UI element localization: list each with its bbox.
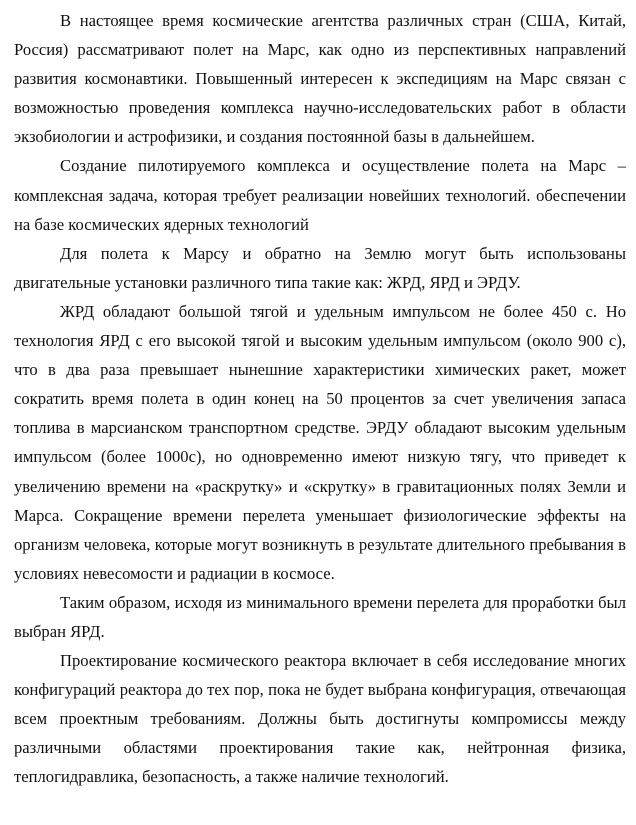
- paragraph-manned-complex: Создание пилотируемого комплекса и осуществление полета на Марс – комплексная задача, которая требует реализации новейших технологий. обеспечении на базе космических ядерных технологий: [14, 156, 626, 234]
- paragraph-engine-comparison: ЖРД обладают большой тягой и удельным импульсом не более 450 с. Но технология ЯРД с его высокой тягой и высоким удельным импульсом (около 900 с), что в два раза превышает нынешние характеристики химических ракет, может сократить время полета в один конец на 50 процентов за счет увеличения запаса топлива в марсианском транспортном средстве. ЭРДУ обладают высоким удельным импульсом (более 1000с), но одновременно имеют низкую тягу, что приведет к увеличению времени на «раскрутку» и «скрутку» в гравитационных полях Земли и Марса. Сокращение времени перелета уменьшает физиологические эффекты на организм человека, которые могут возникнуть в результате длительного пребывания в условиях невесомости и радиации в космосе.: [14, 301, 626, 583]
- paragraph-conclusion: Таким образом, исходя из минимального времени перелета для проработки был выбран ЯРД.: [14, 592, 626, 641]
- document-page: [14, 6, 626, 792]
- paragraph-reactor-design: Проектирование космического реактора включает в себя исследование многих конфигураций реактора до тех пор, пока не будет выбрана конфигурация, отвечающая всем проектным требованиям. Должны быть достигнуты компромиссы между различными областями проектирования такие как, нейтронная физика, теплогидравлика, безопасность, а также наличие технологий.: [14, 651, 626, 787]
- paragraph-mars-agencies: В настоящее время космические агентства различных стран (США, Китай, Россия) рассматривают полет на Марс, как одно из перспективных направлений развития космонавтики. Повышенный интересен к экспедициям на Марс связан с возможностью проведения комплекса научно-исследовательских работ в области экзобиологии и астрофизики, и создания постоянной базы в дальнейшем.: [14, 11, 626, 147]
- paragraph-propulsion-types: Для полета к Марсу и обратно на Землю могут быть использованы двигательные установки различного типа такие как: ЖРД, ЯРД и ЭРДУ.: [14, 243, 626, 292]
